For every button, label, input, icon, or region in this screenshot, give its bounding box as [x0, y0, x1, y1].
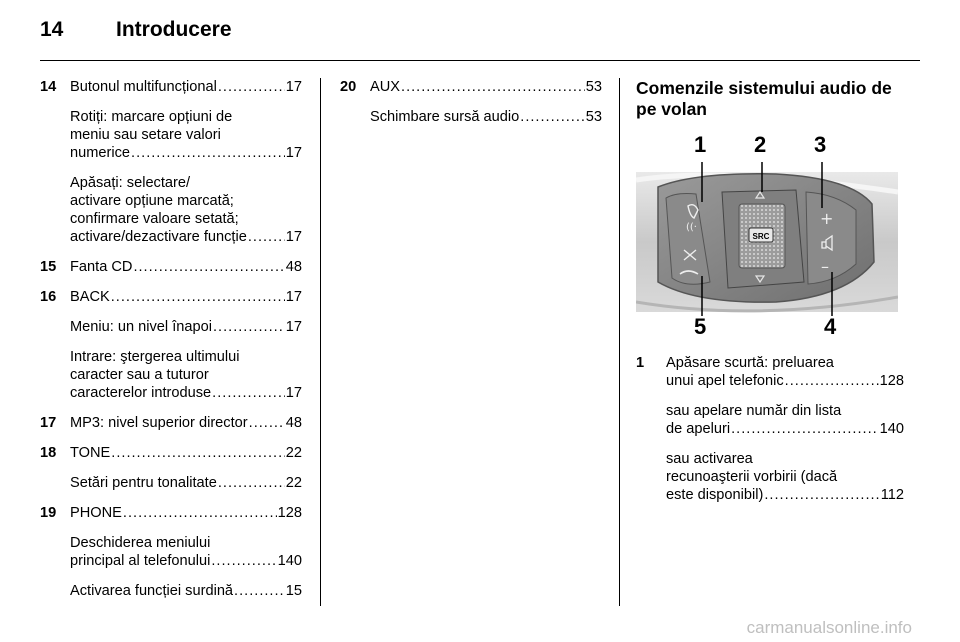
svg-text:–: –: [821, 257, 829, 276]
entry-line: [370, 78, 602, 96]
sub-entry: [40, 348, 302, 402]
header-divider: [40, 60, 920, 61]
callout-3: 3: [814, 132, 827, 157]
dot-leader: [764, 486, 879, 504]
sub-entry: [340, 108, 602, 126]
entry-text: Setări pentru tonalitate: [70, 475, 217, 491]
page-reference: 53: [585, 79, 602, 95]
dot-leader: [211, 552, 276, 570]
entry-line: [70, 582, 302, 600]
page-reference: 48: [285, 259, 302, 275]
entry-number: 15: [40, 259, 57, 275]
sub-entry: [40, 474, 302, 492]
left-column: [40, 78, 302, 612]
entry-line: [70, 474, 302, 492]
dot-leader: [248, 228, 285, 246]
dot-leader: [234, 582, 285, 600]
section-heading: Comenzile sistemului audio de pe volan: [636, 78, 892, 119]
index-entry: [340, 78, 602, 96]
dot-leader: [218, 78, 285, 96]
entry-number: 20: [340, 79, 357, 95]
dot-leader: [123, 504, 277, 522]
index-entry: [40, 288, 302, 306]
index-entry: [636, 354, 904, 390]
page-reference: 17: [285, 229, 302, 245]
entry-text-line: Rotiți: marcare opțiuni de: [70, 109, 233, 125]
page-reference: 17: [285, 79, 302, 95]
entry-text: principal al telefonului: [70, 553, 211, 569]
entry-number: 17: [40, 415, 57, 431]
page-reference: 22: [285, 445, 302, 461]
entry-line: [70, 228, 302, 246]
sub-entry: [40, 174, 302, 246]
index-entry: [40, 504, 302, 522]
entry-line: [70, 258, 302, 276]
page-reference: 128: [277, 505, 302, 521]
sub-entry: [40, 534, 302, 570]
src-button-label: SRC: [752, 232, 770, 241]
entry-text: BACK: [70, 289, 110, 305]
entry-number: 19: [40, 505, 57, 521]
entry-line: [70, 318, 302, 336]
entry-text-line: sau activarea: [666, 451, 753, 467]
entry-text-line: activare opțiune marcată;: [70, 193, 234, 209]
page-reference: 128: [879, 373, 904, 389]
entry-line: [70, 384, 302, 402]
entry-text: MP3: nivel superior director: [70, 415, 248, 431]
callout-5: 5: [694, 314, 707, 339]
page-reference: 140: [879, 421, 904, 437]
steering-wheel-controls-image: [636, 132, 898, 344]
sub-entry: [636, 450, 904, 504]
entry-text: unui apel telefonic: [666, 373, 784, 389]
entry-line: [70, 504, 302, 522]
entry-text: Fanta CD: [70, 259, 133, 275]
sub-entry: [40, 582, 302, 600]
index-entry: [40, 414, 302, 432]
entry-text: activare/dezactivare funcție: [70, 229, 247, 245]
page-number: 14: [40, 18, 64, 41]
dot-leader: [785, 372, 879, 390]
entry-line: [666, 420, 904, 438]
entry-text-line: confirmare valoare setată;: [70, 211, 239, 227]
entry-number: 1: [636, 355, 645, 371]
index-entry: [40, 78, 302, 96]
page-reference: 17: [285, 319, 302, 335]
entry-text-line: meniu sau setare valori: [70, 127, 221, 143]
dot-leader: [218, 474, 285, 492]
dot-leader: [111, 288, 285, 306]
callout-1: 1: [694, 132, 707, 157]
entry-text: TONE: [70, 445, 111, 461]
watermark: carmanualsonline.info: [746, 618, 912, 637]
dot-leader: [111, 444, 284, 462]
sub-entry: [40, 108, 302, 162]
dot-leader: [212, 384, 285, 402]
entry-line: [70, 552, 302, 570]
page-reference: 48: [285, 415, 302, 431]
entry-line: [70, 78, 302, 96]
dot-leader: [133, 258, 284, 276]
steering-wheel-illustration: [636, 132, 898, 344]
entry-number: 18: [40, 445, 57, 461]
dot-leader: [731, 420, 879, 438]
page-reference: 140: [277, 553, 302, 569]
page-reference: 22: [285, 475, 302, 491]
column-divider-right: [619, 78, 620, 606]
entry-text: de apeluri: [666, 421, 731, 437]
entry-text: caracterelor introduse: [70, 385, 212, 401]
callout-4: 4: [824, 314, 837, 339]
page-title: Introducere: [116, 18, 232, 41]
entry-text-line: Apăsați: selectare/: [70, 175, 191, 191]
svg-text:((·: ((·: [686, 222, 697, 233]
entry-line: [70, 414, 302, 432]
entry-text: este disponibil): [666, 487, 764, 503]
entry-text: Schimbare sursă audio: [370, 109, 520, 125]
page-reference: 17: [285, 289, 302, 305]
entry-line: [666, 486, 904, 504]
entry-text: Activarea funcției surdină: [70, 583, 234, 599]
entry-text-line: recunoaşterii vorbirii (dacă: [666, 469, 838, 485]
dot-leader: [213, 318, 285, 336]
entry-text: AUX: [370, 79, 401, 95]
page-reference: 15: [285, 583, 302, 599]
entry-text-line: caracter sau a tuturor: [70, 367, 209, 383]
middle-column: [340, 78, 602, 138]
entry-text-line: Apăsare scurtă: preluarea: [666, 355, 834, 371]
entry-line: [370, 108, 602, 126]
page-header: [40, 18, 232, 42]
dot-leader: [131, 144, 285, 162]
svg-text:+: +: [820, 209, 834, 228]
entry-line: [70, 444, 302, 462]
page-reference: 53: [585, 109, 602, 125]
index-entry: [40, 258, 302, 276]
column-divider-left: [320, 78, 321, 606]
index-entry: [40, 444, 302, 462]
entry-number: 14: [40, 79, 57, 95]
entry-text: Meniu: un nivel înapoi: [70, 319, 212, 335]
callout-descriptions: [636, 354, 904, 504]
page-reference: 112: [880, 487, 904, 503]
entry-text-line: Intrare: ştergerea ultimului: [70, 349, 240, 365]
sub-entry: [636, 402, 904, 438]
right-column: [636, 78, 904, 516]
entry-number: 16: [40, 289, 57, 305]
entry-text-line: sau apelare număr din lista: [666, 403, 842, 419]
sub-entry: [40, 318, 302, 336]
entry-line: [70, 144, 302, 162]
callout-2: 2: [754, 132, 767, 157]
entry-text: Butonul multifuncțional: [70, 79, 217, 95]
entry-text: PHONE: [70, 505, 122, 521]
entry-line: [70, 288, 302, 306]
page-reference: 17: [285, 145, 302, 161]
entry-text-line: Deschiderea meniului: [70, 535, 211, 551]
dot-leader: [520, 108, 585, 126]
entry-line: [666, 372, 904, 390]
entry-text: numerice: [70, 145, 131, 161]
dot-leader: [249, 414, 285, 432]
dot-leader: [401, 78, 585, 96]
page-reference: 17: [285, 385, 302, 401]
